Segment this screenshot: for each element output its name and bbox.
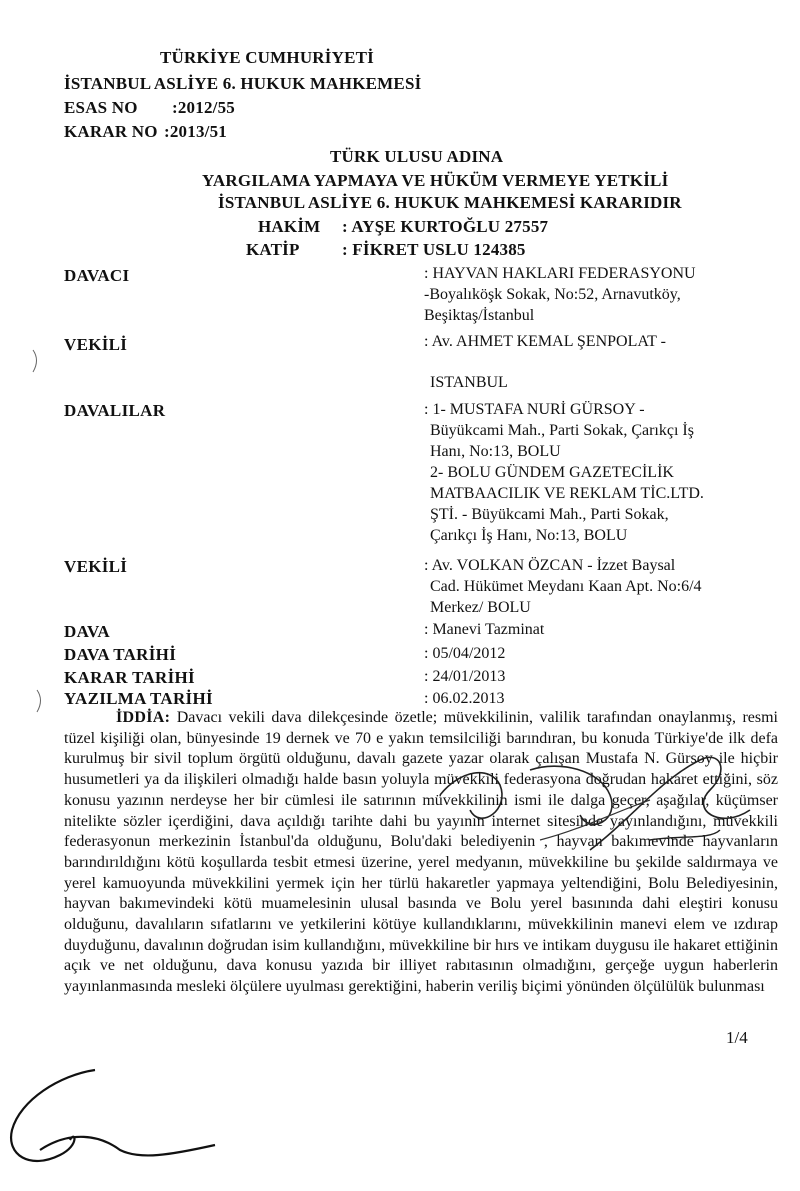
davalilar-line: Hanı, No:13, BOLU xyxy=(430,443,561,460)
vekili-2-line: Cad. Hükümet Meydanı Kaan Apt. No:6/4 xyxy=(430,578,702,595)
dava-tarihi-label: DAVA TARİHİ xyxy=(64,645,177,664)
davalilar-line: ŞTİ. - Büyükcami Mah., Parti Sokak, xyxy=(430,506,669,523)
davalilar-line: 2- BOLU GÜNDEM GAZETECİLİK xyxy=(430,464,674,481)
vekili-2-line: Merkez/ BOLU xyxy=(430,599,531,616)
vekili-city: ISTANBUL xyxy=(430,374,508,391)
katip-value: : FİKRET USLU 124385 xyxy=(342,240,526,259)
davaci-line: Beşiktaş/İstanbul xyxy=(424,307,535,324)
vekili-label: VEKİLİ xyxy=(64,335,128,354)
davalilar-line: : 1- MUSTAFA NURİ GÜRSOY - xyxy=(424,401,645,418)
margin-mark xyxy=(30,348,44,374)
karar-tarihi-label: KARAR TARİHİ xyxy=(64,668,195,687)
vekili-2-value xyxy=(424,555,702,618)
davaci-value xyxy=(424,263,696,326)
vekili-value: : Av. AHMET KEMAL ŞENPOLAT - xyxy=(424,333,666,350)
signature-left xyxy=(0,1060,230,1191)
claim-title: İDDİA: xyxy=(116,709,171,726)
dava-value: : Manevi Tazminat xyxy=(424,621,545,638)
yazilma-tarihi-label: YAZILMA TARİHİ xyxy=(64,689,213,708)
hakim-label: HAKİM xyxy=(258,217,321,236)
karar-tarihi-value: : 24/01/2013 xyxy=(424,668,506,685)
katip-label: KATİP xyxy=(246,240,300,259)
margin-mark xyxy=(34,688,48,714)
davalilar-label: DAVALILAR xyxy=(64,401,166,420)
esas-no-value: :2012/55 xyxy=(172,98,235,117)
davalilar-value xyxy=(424,399,704,546)
esas-no-label: ESAS NO xyxy=(64,98,138,117)
hakim-value: : AYŞE KURTOĞLU 27557 xyxy=(342,217,549,236)
header-country: TÜRKİYE CUMHURİYETİ xyxy=(160,48,374,67)
karar-no-value: :2013/51 xyxy=(164,122,227,141)
header-court: İSTANBUL ASLİYE 6. HUKUK MAHKEMESİ xyxy=(64,74,422,93)
yazilma-tarihi-value: : 06.02.2013 xyxy=(424,690,505,707)
signature-right xyxy=(420,740,780,870)
davalilar-line: Çarıkçı İş Hanı, No:13, BOLU xyxy=(430,527,628,544)
davaci-label: DAVACI xyxy=(64,266,130,285)
title-line-2: YARGILAMA YAPMAYA VE HÜKÜM VERMEYE YETKİLİ xyxy=(202,171,669,190)
page-number: 1/4 xyxy=(726,1028,748,1047)
dava-label: DAVA xyxy=(64,622,110,641)
davalilar-line: MATBAACILIK VE REKLAM TİC.LTD. xyxy=(430,485,704,502)
dava-tarihi-value: : 05/04/2012 xyxy=(424,645,506,662)
title-line-3: İSTANBUL ASLİYE 6. HUKUK MAHKEMESİ KARARIDIR xyxy=(218,193,682,212)
title-line-1: TÜRK ULUSU ADINA xyxy=(330,147,504,166)
claim-text: Davacı vekili dava dilekçesinde özetle; müvekkilinin, valilik tarafından onaylanmış, resmi tüzel kişiliği olan, bünyesinde 19 dernek ve 70 e yakın temsilciliği barındıran, bu konuda Türkiye'de ilk defa kurulmuş bir sivil toplum örgütü olduğunu, davalı gazete yazar olarak çalışan Mustafa N. Gürsoy ile hiçbir husumetleri ya da ilişkileri olmadığı halde basın yoluyla müvekkili federasyona doğrudan hakaret ettiğini, söz konusu yazının nerdeyse her bir cümlesi ile satırının müvekkilinin ismi ile dalga geçer, aşağılar, küçümser nitelikte sözler içerdiğini, dava açıldığı tarihte dahi bu yayının internet sitesinde yayınlandığını, müvekkili federasyonun merkezinin İstanbul'da olduğunu, Bolu'daki belediyenin , hayvan bakımevinde hayvanların barındırıldığını kötü koşullarda tesbit etmesi üzerine, yerel medyanın, müvekkiline bu şekilde saldırmaya ve yerel kamuoyunda müvekkilini yermek için her türlü hakaretler yapmaya yeltendiğini, Bolu Belediyesinin, hayvan bakımevindeki kötü muamelesinin ulusal basında ve Bolu yerel basınında dahi eleştiri konusu olduğunu, davalıların sıfatlarını ve yetkilerini kötüye kullandıklarını, müvekkilinin manevi elem ve ızdırap duyduğunu, davalının doğrudan isim kullandığını, müvekkiline bir hırs ve intikam duygusu ile hakaret ettiğinin açık ve net olduğunu, dava konusu yazıda bir illiyet rabıtasının olmadığını, gerçeğe uygun haberlerin yayınlanmasında mesleki ölçülere uyulması gerektiğini, haberin veriliş biçimi yönünden ölçülülük bulunması xyxy=(64,709,778,996)
davalilar-line: Büyükcami Mah., Parti Sokak, Çarıkçı İş xyxy=(430,422,694,439)
davaci-line: -Boyalıköşk Sokak, No:52, Arnavutköy, xyxy=(424,286,681,303)
vekili-2-label: VEKİLİ xyxy=(64,557,128,576)
vekili-2-line: : Av. VOLKAN ÖZCAN - İzzet Baysal xyxy=(424,557,676,574)
karar-no-label: KARAR NO xyxy=(64,122,158,141)
davaci-line: : HAYVAN HAKLARI FEDERASYONU xyxy=(424,265,696,282)
